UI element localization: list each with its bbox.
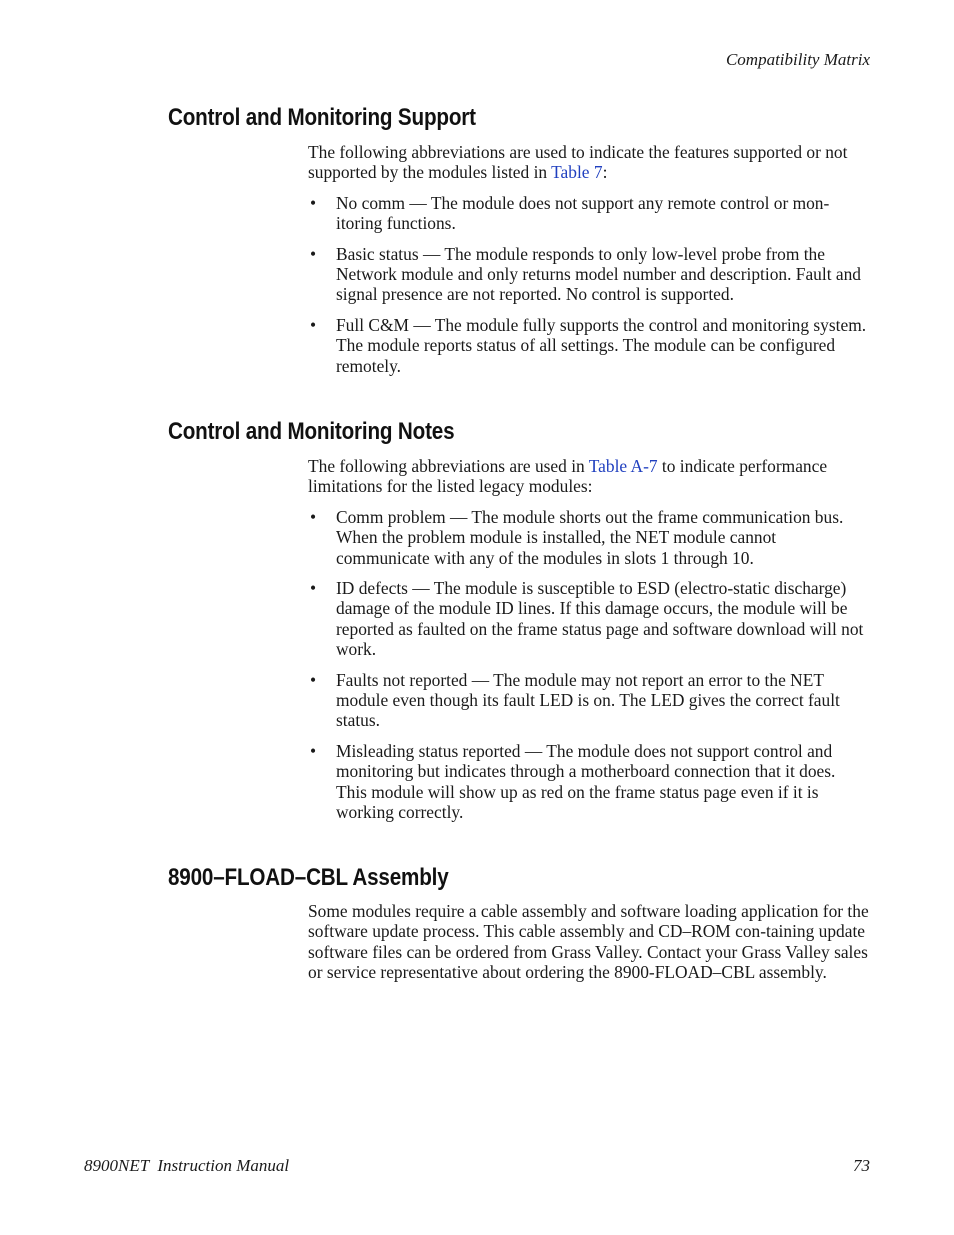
intro-text-end: : [602,162,608,183]
list-item [308,741,870,823]
section-title: Control and Monitoring Support [168,104,476,131]
list-item-text: Faults not reported — The module may not report an error to the NET module even though its fault LED is on. The LED gives the correct fault status. [336,669,840,731]
bullet-icon: • [310,192,317,213]
bullet-icon: • [310,578,317,599]
section-title: 8900–FLOAD–CBL Assembly [168,864,449,891]
intro-paragraph [308,456,870,497]
section-title: Control and Monitoring Notes [168,418,455,445]
footer-page-number: 73 [853,1156,870,1175]
list-item-text: Misleading status reported — The module does not support control and monitoring but indicates through a motherboard connection that it does. This module will show up as red on the frame status page even if it is working correctly. [336,740,836,823]
intro-text: The following abbreviations are used to indicate the features supported or not supported by the modules listed in [308,142,848,183]
table-a7-link[interactable]: Table A-7 [588,456,658,476]
list-item-text: No comm — The module does not support any remote control or mon-itoring functions. [336,192,830,234]
list-item [308,193,870,234]
list-item-text: ID defects — The module is susceptible to ESD (electro-static discharge) damage of the module ID lines. If this damage occurs, the module will be reported as faulted on the frame status page and software download will not work. [336,578,864,660]
list-item [308,670,870,731]
list-item-text: Basic status — The module responds to only low-level probe from the Network module and only returns model number and description. Fault and signal presence are not reported. No control is supported. [336,243,861,305]
intro-text: The following abbreviations are used in [308,456,589,476]
footer-manual-title: 8900NET Instruction Manual [84,1156,290,1175]
bullet-icon: • [310,314,317,335]
section-body [308,901,870,983]
bullet-icon: • [310,243,317,264]
abbreviation-list [308,507,870,823]
list-item [308,578,870,660]
table-7-link[interactable]: Table 7 [551,162,603,183]
intro-text-end: to indicate performance limitations for the listed legacy modules: [308,456,828,497]
list-item [308,507,870,568]
bullet-icon: • [310,740,317,761]
intro-paragraph [308,142,870,183]
list-item-text: Comm problem — The module shorts out the frame communication bus. When the problem module is installed, the NET module cannot communicate with any of the modules in slots 1 through 10. [336,506,844,568]
abbreviation-list [308,193,870,376]
list-item [308,315,870,376]
list-item [308,244,870,305]
section-body [308,142,870,386]
body-paragraph: Some modules require a cable assembly and software loading application for the software update process. This cable assembly and CD–ROM con-taining update software files can be ordered from Grass Valley. Contact your Grass Valley sales or service representative about ordering the 8900-FLOAD–CBL assembly. [308,901,869,983]
bullet-icon: • [310,506,317,527]
section-body [308,456,870,833]
bullet-icon: • [310,669,317,690]
list-item-text: Full C&M — The module fully supports the control and monitoring system. The module reports status of all settings. The module can be configured remotely. [336,314,867,376]
running-header: Compatibility Matrix [725,50,870,69]
